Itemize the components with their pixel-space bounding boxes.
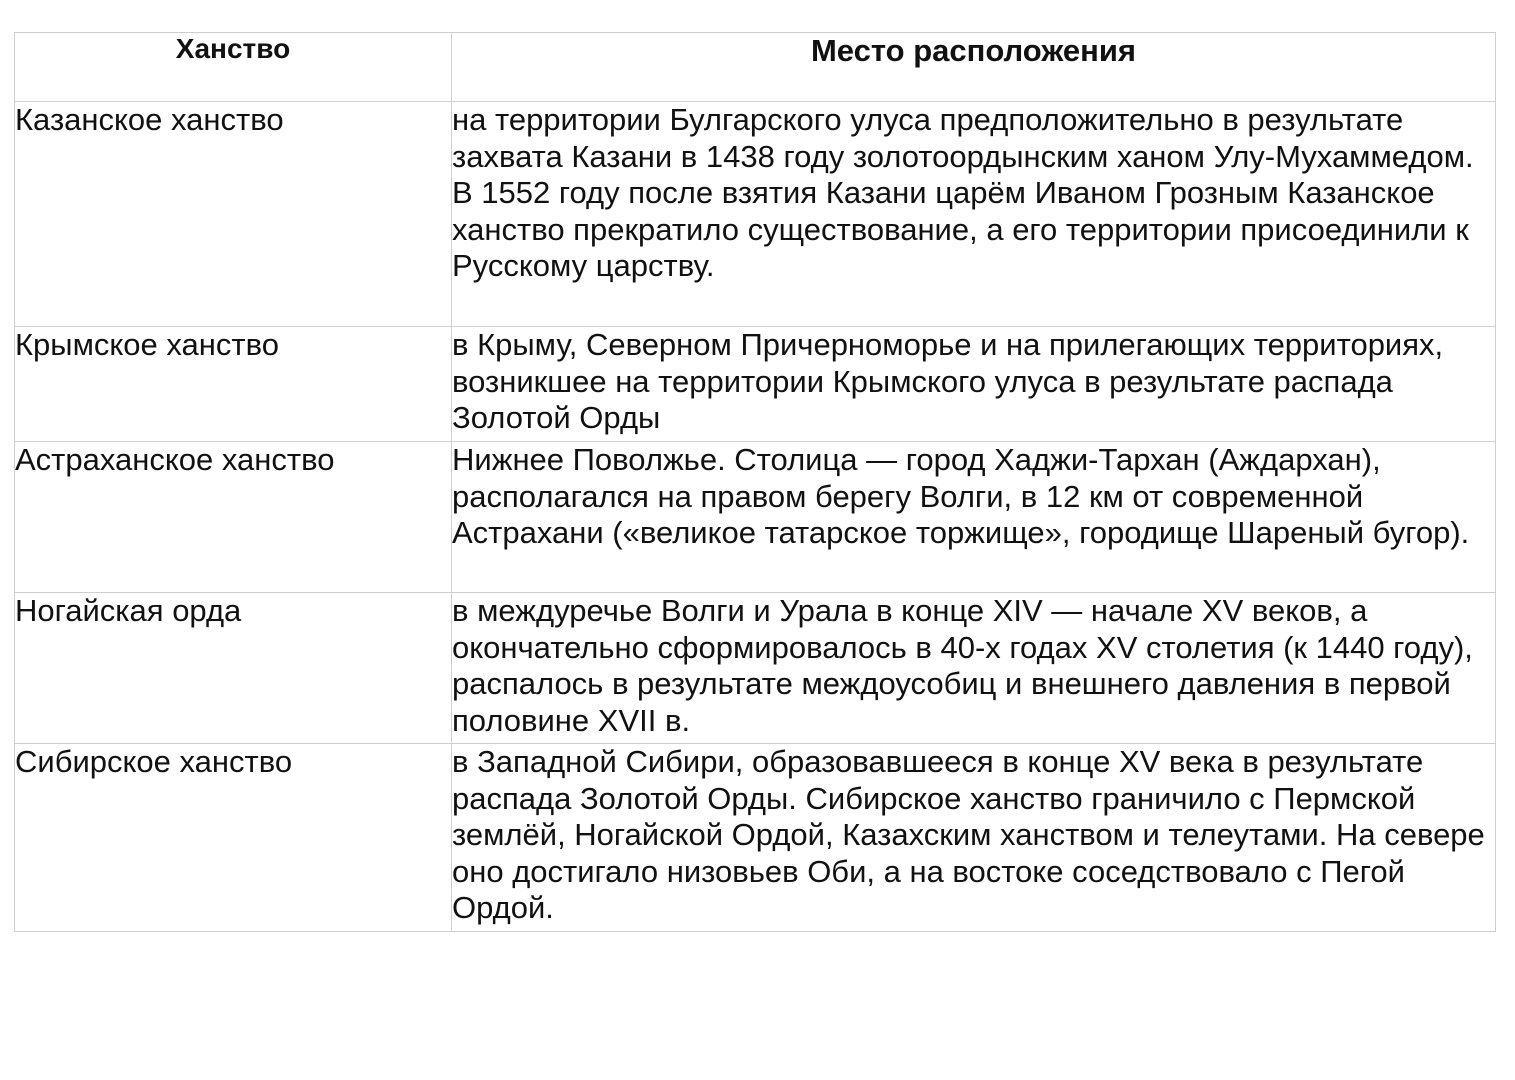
khanate-name-cell: Казанское ханство [15, 102, 452, 327]
table-row [15, 102, 1496, 327]
column-header-khanate: Ханство [15, 33, 452, 102]
khanate-name-cell: Астраханское ханство [15, 442, 452, 593]
table-row [15, 327, 1496, 442]
khanate-name-cell: Крымское ханство [15, 327, 452, 442]
location-cell: Нижнее Поволжье. Столица — город Хаджи-Тархан (Аждархан), располагался на правом берегу Волги, в 12 км от современной Астрахани («великое татарское торжище», городище Шареный бугор). [452, 442, 1496, 593]
table-row [15, 744, 1496, 932]
table-row [15, 442, 1496, 593]
location-cell: на территории Булгарского улуса предположительно в результате захвата Казани в 1438 году золотоордынским ханом Улу-Мухаммедом. В 1552 году после взятия Казани царём Иваном Грозным Казанское ханство прекратило существование, а его территории присоединили к Русскому царству. [452, 102, 1496, 327]
column-header-location: Место расположения [452, 33, 1496, 102]
location-cell: в междуречье Волги и Урала в конце XIV — начале XV веков, а окончательно сформировалось в 40-х годах XV столетия (к 1440 году), распалось в результате междоусобиц и внешнего давления в первой половине XVII в. [452, 593, 1496, 744]
khanate-name-cell: Ногайская орда [15, 593, 452, 744]
khanate-name-cell: Сибирское ханство [15, 744, 452, 932]
header-row [15, 33, 1496, 102]
table-row [15, 593, 1496, 744]
khanates-table [14, 32, 1496, 932]
location-cell: в Западной Сибири, образовавшееся в конце XV века в результате распада Золотой Орды. Сибирское ханство граничило с Пермской землёй, Ногайской Ордой, Казахским ханством и телеутами. На севере оно достигало низовьев Оби, а на востоке соседствовало с Пегой Ордой. [452, 744, 1496, 932]
location-cell: в Крыму, Северном Причерноморье и на прилегающих территориях, возникшее на территории Крымского улуса в результате распада Золотой Орды [452, 327, 1496, 442]
